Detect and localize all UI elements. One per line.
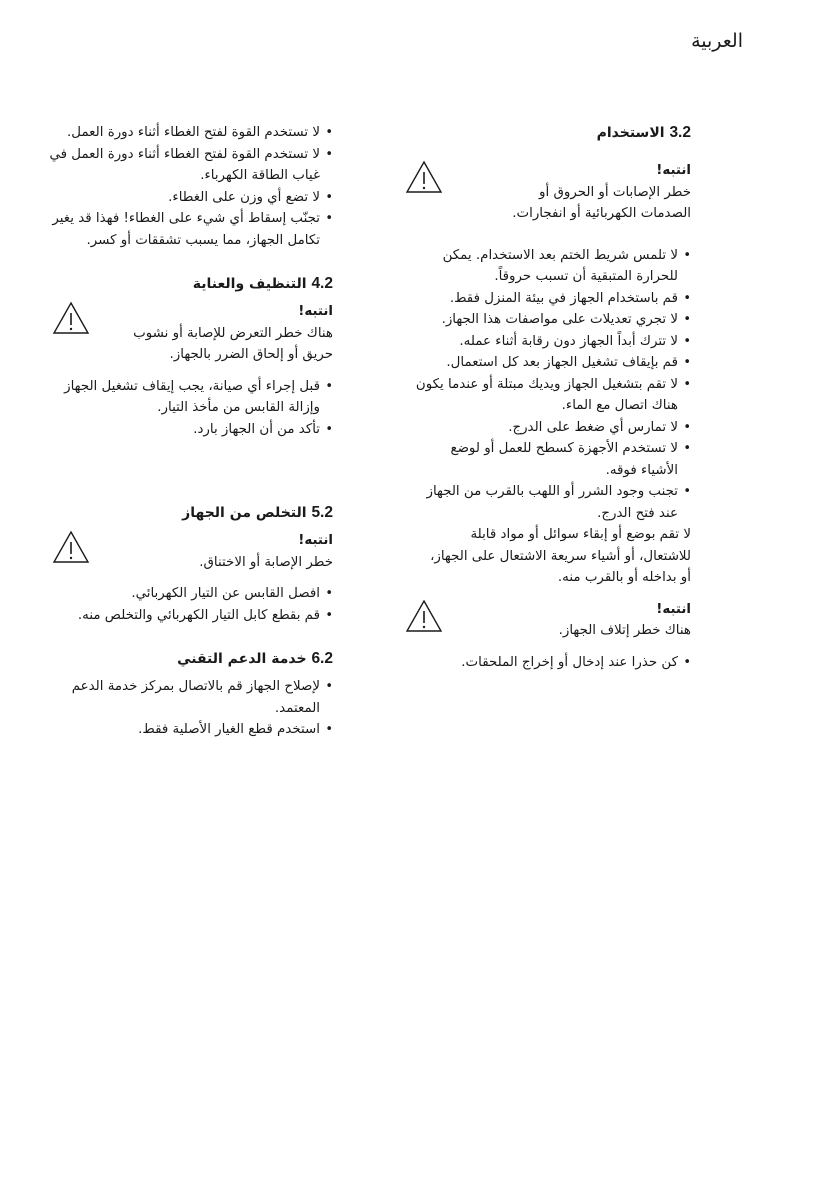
list-item: • لا تلمس شريط الختم بعد الاستخدام. يمكن للحرارة المتبقية أن تسبب حروقاً. bbox=[401, 245, 691, 288]
section-number: 5.2 bbox=[311, 504, 333, 521]
section-title bbox=[48, 648, 333, 670]
warning-triangle-icon bbox=[48, 530, 90, 572]
list-item: • لا تمارس أي ضغط على الدرج. bbox=[401, 417, 691, 439]
warning-line: هناك خطر إتلاف الجهاز. bbox=[558, 623, 691, 638]
list-item: • تأكد من أن الجهاز بارد. bbox=[48, 419, 333, 441]
list-item: • قم باستخدام الجهاز في بيئة المنزل فقط. bbox=[401, 288, 691, 310]
left-column bbox=[48, 122, 333, 741]
list-item: • استخدم قطع الغيار الأصلية فقط. bbox=[48, 719, 333, 741]
section-title bbox=[401, 122, 691, 144]
list-item: • لا تترك أبداً الجهاز دون رقابة أثناء عمله. bbox=[401, 331, 691, 353]
section-disposal bbox=[48, 502, 333, 626]
list-item: • كن حذرا عند إدخال أو إخراج الملحقات. bbox=[401, 652, 691, 674]
warning-triangle-icon bbox=[48, 301, 90, 343]
warning-line: خطر الإصابات أو الحروق أو bbox=[539, 184, 691, 200]
page-language-label: العربية bbox=[691, 30, 743, 52]
warning-title: انتبه! bbox=[298, 304, 333, 319]
usage-bullet-list bbox=[401, 245, 691, 525]
warning-box bbox=[48, 301, 333, 366]
section-number: 4.2 bbox=[311, 275, 333, 292]
list-item: • لا تستخدم القوة لفتح الغطاء أثناء دورة العمل. bbox=[48, 122, 333, 144]
warning-box bbox=[401, 599, 691, 642]
list-item: • لا تستخدم الأجهزة كسطح للعمل أو لوضع الأشياء فوقه. bbox=[401, 438, 691, 481]
list-item: • افصل القابس عن التيار الكهربائي. bbox=[48, 583, 333, 605]
section-support bbox=[48, 648, 333, 741]
warning-title: انتبه! bbox=[298, 533, 333, 548]
list-item: • تجنب وجود الشرر أو اللهب بالقرب من الجهاز عند فتح الدرج. bbox=[401, 481, 691, 524]
section-title-text: التنظيف والعناية bbox=[192, 276, 307, 292]
flammable-paragraph: لا تقم بوضع أو إبقاء سوائل أو مواد قابلة للاشتعال، أو أشياء سريعة الاشتعال على الجهاز، أو بداخله أو بالقرب منه. bbox=[430, 527, 691, 585]
warning-line: الصدمات الكهربائية أو انفجارات. bbox=[512, 206, 691, 221]
section-title bbox=[48, 273, 333, 295]
list-item: • لإصلاح الجهاز قم بالاتصال بمركز خدمة الدعم المعتمد. bbox=[48, 676, 333, 719]
section-usage bbox=[401, 122, 691, 673]
section-number: 3.2 bbox=[669, 124, 691, 141]
section-title-text: التخلص من الجهاز bbox=[182, 505, 307, 521]
warning-box bbox=[401, 160, 691, 225]
warning-title: انتبه! bbox=[656, 163, 691, 178]
warning-line: خطر الإصابة أو الاختناق. bbox=[199, 554, 333, 570]
list-item: • لا تقم بتشغيل الجهاز ويديك مبتلة أو عندما يكون هناك اتصال مع الماء. bbox=[401, 374, 691, 417]
list-item: • لا تستخدم القوة لفتح الغطاء أثناء دورة العمل في غياب الطاقة الكهرباء. bbox=[48, 144, 333, 187]
lid-bullet-list bbox=[48, 122, 333, 251]
section-title bbox=[48, 502, 333, 524]
support-bullet-list bbox=[48, 676, 333, 741]
accessories-bullet-list bbox=[401, 652, 691, 674]
warning-triangle-icon bbox=[401, 599, 443, 641]
list-item: • قم بقطع كابل التيار الكهربائي والتخلص منه. bbox=[48, 605, 333, 627]
warning-box bbox=[48, 530, 333, 573]
warning-line: حريق أو إلحاق الضرر بالجهاز. bbox=[169, 347, 333, 362]
right-column bbox=[401, 122, 691, 673]
section-number: 6.2 bbox=[311, 650, 333, 667]
warning-title: انتبه! bbox=[656, 601, 691, 617]
cleaning-bullet-list bbox=[48, 376, 333, 441]
list-item: • قبل إجراء أي صيانة، يجب إيقاف تشغيل الجهاز وإزالة القابس من مأخذ التيار. bbox=[48, 376, 333, 419]
section-cleaning bbox=[48, 273, 333, 440]
section-title-text: الاستخدام bbox=[596, 125, 665, 141]
warning-line: هناك خطر التعرض للإصابة أو نشوب bbox=[133, 325, 333, 341]
warning-triangle-icon bbox=[401, 160, 443, 202]
list-item: • تجنّب إسقاط أي شيء على الغطاء! فهذا قد يغير تكامل الجهاز، مما يسبب تشققات أو كسر. bbox=[48, 208, 333, 251]
list-item: • لا تضع أي وزن على الغطاء. bbox=[48, 187, 333, 209]
list-item: • قم بإيقاف تشغيل الجهاز بعد كل استعمال. bbox=[401, 352, 691, 374]
disposal-bullet-list bbox=[48, 583, 333, 626]
section-title-text: خدمة الدعم التقني bbox=[177, 651, 307, 667]
list-item: • لا تجري تعديلات على مواصفات هذا الجهاز. bbox=[401, 309, 691, 331]
